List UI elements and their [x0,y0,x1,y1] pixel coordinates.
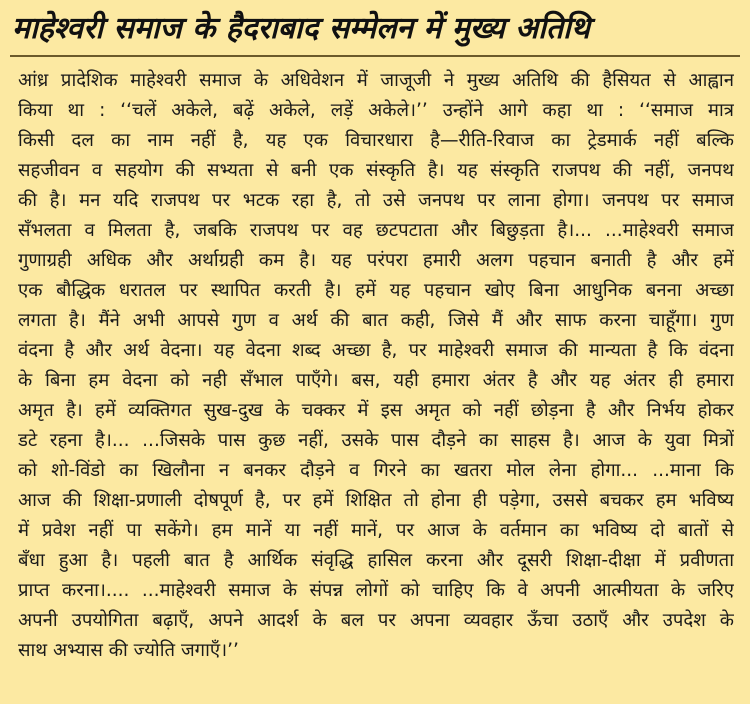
text-line: किया था : ‘‘चलें अकेले, बढ़ें अकेले, लड़ें अकेले।’’ उन्होंने आगे कहा था : ‘‘समाज मात्र [18,100,734,121]
text-line: साथ अभ्यास की ज्योति जगाएँ।’’ [18,640,239,661]
text-line: डटे रहना है।... ...जिसके पास कुछ नहीं, उसके पास दौड़ने का साहस है। आज के युवा मित्रों [18,430,734,451]
text-line: वंदना है और अर्थ वेदना। यह वेदना शब्द अच्छा है, पर माहेश्वरी समाज की मान्यता है कि वंदना [18,340,734,361]
text-line: सहजीवन व सहयोग की सभ्यता से बनी एक संस्कृति है। यह संस्कृति राजपथ की नहीं, जनपथ [18,160,734,181]
text-line: किसी दल का नाम नहीं है, यह एक विचारधारा है—रीति-रिवाज का ट्रेडमार्क नहीं बल्कि [18,130,734,151]
text-line: आज की शिक्षा-प्रणाली दोषपूर्ण है, पर हमें शिक्षित तो होना ही पड़ेगा, उससे बचकर हम भविष्य [18,490,734,511]
text-line: आंध्र प्रादेशिक माहेश्वरी समाज के अधिवेशन में जाजूजी ने मुख्य अतिथि की हैसियत से आह्वान [18,70,734,91]
article-body [18,66,734,666]
text-line: बँधा हुआ है। पहली बात है आर्थिक संवृद्धि हासिल करना और दूसरी शिक्षा-दीक्षा में प्रवीणता [18,550,734,571]
text-line: अपनी उपयोगिता बढ़ाएँ, अपने आदर्श के बल पर अपना व्यवहार ऊँचा उठाएँ और उपदेश के [18,610,734,631]
text-line: प्राप्त करना।.... ...माहेश्वरी समाज के संपन्न लोगों को चाहिए कि वे अपनी आत्मीयता के जरिए [18,580,734,601]
text-line: गुणाग्रही अधिक और अर्थाग्रही कम है। यह परंपरा हमारी अलग पहचान बनाती है और हमें [18,250,734,271]
text-line: एक बौद्धिक धरातल पर स्थापित करती है। हमें यह पहचान खोए बिना आधुनिक बनना अच्छा [18,280,734,301]
text-line: सँभलता व मिलता है, जबकि राजपथ पर वह छटपटाता और बिछुड़ता है।... ...माहेश्वरी समाज [18,220,734,241]
page-title: माहेश्वरी समाज के हैदराबाद सम्मेलन में मुख्य अतिथि [12,11,590,46]
text-line: को शो-विंडो का खिलौना न बनकर दौड़ने व गिरने का खतरा मोल लेना होगा... ...माना कि [18,460,734,481]
text-line: में प्रवेश नहीं पा सकेंगे। हम मानें या नहीं मानें, पर आज के वर्तमान का भविष्य दो बातों से [18,520,734,541]
title-divider [10,55,740,57]
text-line: अमृत है। हमें व्यक्तिगत सुख-दुख के चक्कर में इस अमृत को नहीं छोड़ना है और निर्भय होकर [18,400,734,421]
text-line: के बिना हम वेदना को नही सँभाल पाएँगे। बस, यही हमारा अंतर है और यह अंतर ही हमारा [18,370,734,391]
text-line: की है। मन यदि राजपथ पर भटक रहा है, तो उसे जनपथ पर लाना होगा। जनपथ पर समाज [18,190,734,211]
text-line: लगता है। मैंने अभी आपसे गुण व अर्थ की बात कही, जिसे मैं और साफ करना चाहूँगा। गुण [18,310,734,331]
